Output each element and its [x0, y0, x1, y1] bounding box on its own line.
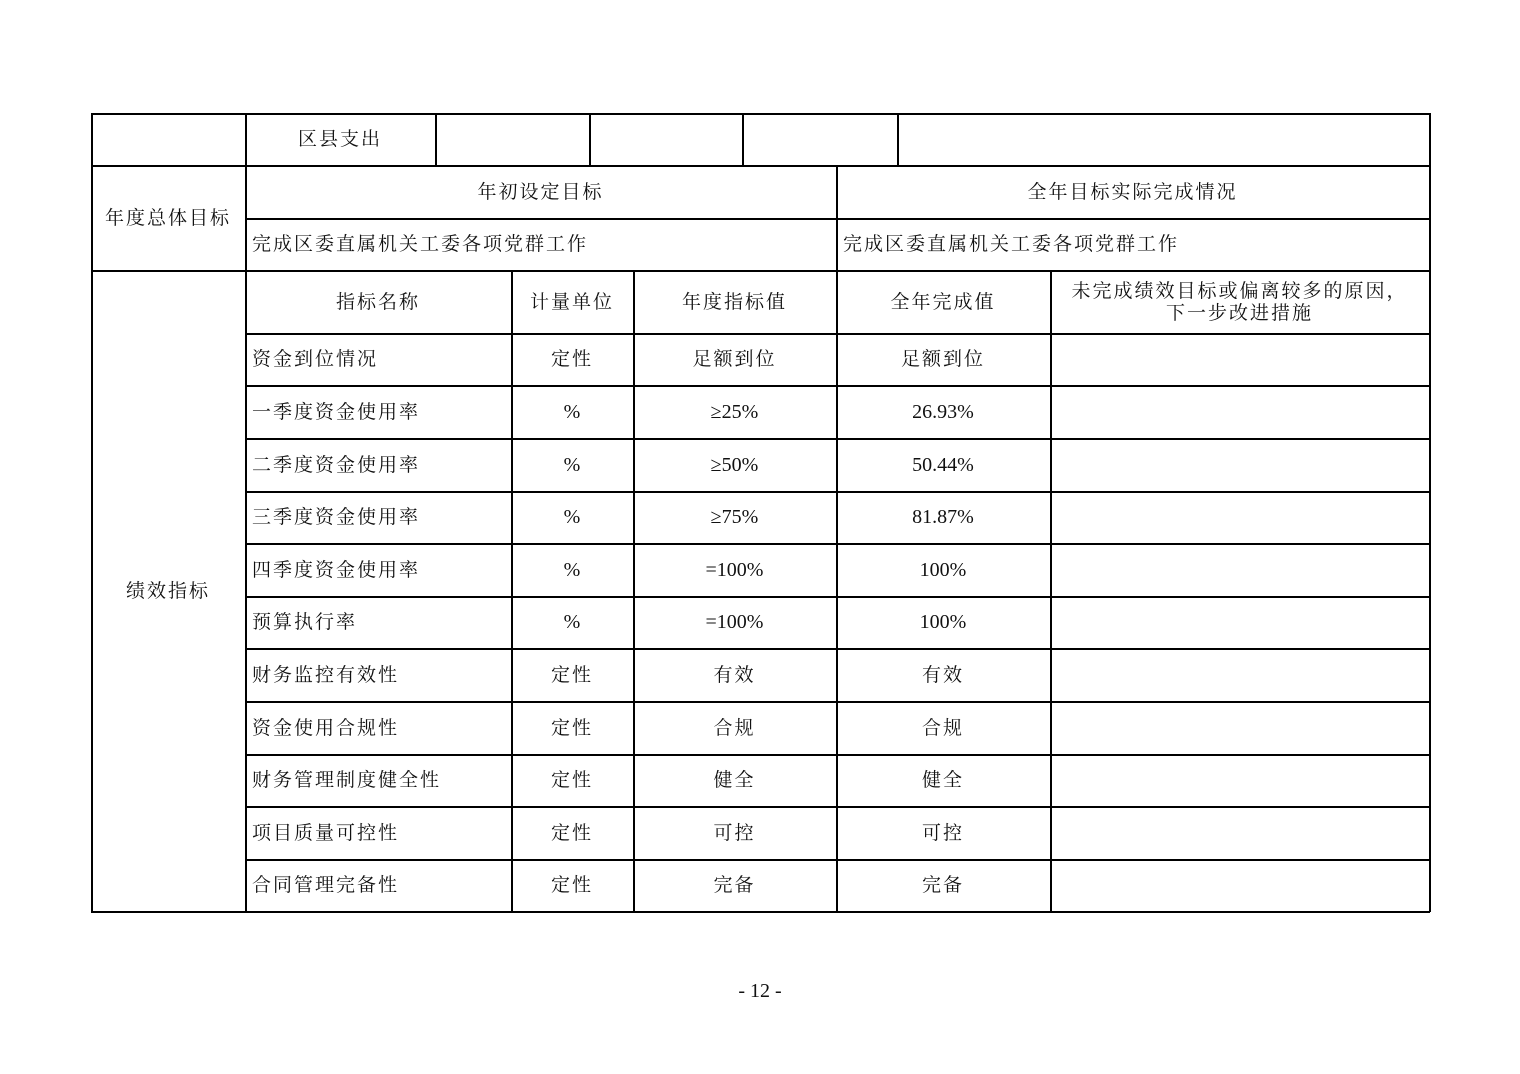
- county-expense-label: 区县支出: [297, 128, 382, 150]
- col-rule-county: [435, 113, 437, 166]
- indicator-name: 三季度资金使用率: [252, 506, 421, 528]
- col-rule-county: [742, 113, 744, 166]
- header-reason-line2: 下一步改进措施: [1165, 301, 1313, 324]
- indicator-unit: 定性: [550, 769, 593, 791]
- indicator-reason: [1050, 438, 1429, 491]
- indicator-name: 合同管理完备性: [252, 874, 400, 896]
- indicator-unit: 定性: [550, 663, 593, 686]
- indicator-completed: 26.93%: [912, 400, 974, 423]
- table-border-right: [1429, 113, 1431, 912]
- indicator-reason: [1050, 596, 1429, 648]
- indicator-reason: [1050, 859, 1429, 911]
- indicator-reason: [1050, 543, 1429, 596]
- indicator-reason: [1050, 385, 1429, 438]
- indicator-name: 资金使用合规性: [252, 716, 400, 739]
- indicator-target: 合规: [713, 716, 756, 739]
- header-reason: [1050, 270, 1429, 333]
- indicator-completed: 完备: [921, 874, 964, 896]
- col-rule-county: [589, 113, 591, 166]
- indicator-reason: [1050, 491, 1429, 543]
- header-indicator-name: 指标名称: [335, 290, 420, 313]
- indicator-name: 项目质量可控性: [252, 821, 400, 844]
- indicator-name: 资金到位情况: [252, 348, 379, 370]
- indicator-target: 健全: [713, 769, 756, 791]
- indicator-name: 预算执行率: [252, 611, 358, 633]
- initial-goal-value: 完成区委直属机关工委各项党群工作: [252, 233, 589, 255]
- indicator-target: ≥75%: [710, 506, 759, 528]
- header-completed: 全年完成值: [890, 290, 996, 313]
- indicator-unit: %: [563, 400, 581, 423]
- indicator-unit: 定性: [550, 821, 593, 844]
- indicator-completed: 100%: [919, 611, 967, 633]
- indicator-target: =100%: [705, 611, 764, 633]
- indicator-target: =100%: [705, 558, 764, 581]
- indicator-name: 二季度资金使用率: [252, 453, 421, 476]
- header-reason-line1: 未完成绩效目标或偏离较多的原因，: [1071, 279, 1408, 302]
- indicator-unit: %: [563, 506, 581, 528]
- header-unit: 计量单位: [529, 290, 614, 313]
- indicator-completed: 健全: [921, 769, 964, 791]
- table-border-bottom: [91, 911, 1430, 913]
- indicator-target: 完备: [713, 874, 756, 896]
- initial-goal-header: 年初设定目标: [477, 180, 604, 203]
- indicator-completed: 100%: [919, 558, 967, 581]
- annual-goal-label: 年度总体目标: [104, 206, 231, 229]
- actual-goal-header: 全年目标实际完成情况: [1027, 180, 1238, 203]
- indicator-completed: 81.87%: [912, 506, 974, 528]
- indicator-unit: 定性: [550, 348, 593, 370]
- indicator-name: 财务监控有效性: [252, 663, 400, 686]
- indicator-unit: 定性: [550, 716, 593, 739]
- indicator-unit: %: [563, 453, 581, 476]
- indicator-name: 四季度资金使用率: [252, 558, 421, 581]
- indicator-reason: [1050, 806, 1429, 859]
- indicator-completed: 可控: [921, 821, 964, 844]
- indicator-target: 有效: [713, 663, 756, 686]
- indicator-unit: 定性: [550, 874, 593, 896]
- indicator-completed: 50.44%: [912, 453, 974, 476]
- indicator-completed: 足额到位: [900, 348, 985, 370]
- indicator-name: 财务管理制度健全性: [252, 769, 442, 791]
- page-number: - 12 -: [738, 980, 782, 1002]
- indicator-target: 足额到位: [692, 348, 777, 370]
- performance-label: 绩效指标: [125, 579, 210, 602]
- indicator-reason: [1050, 333, 1429, 385]
- indicator-target: 可控: [713, 821, 756, 844]
- indicator-completed: 合规: [921, 716, 964, 739]
- indicator-unit: %: [563, 611, 581, 633]
- indicator-name: 一季度资金使用率: [252, 400, 421, 423]
- actual-goal-value: 完成区委直属机关工委各项党群工作: [843, 233, 1180, 255]
- indicator-target: ≥25%: [710, 400, 759, 423]
- header-target: 年度指标值: [681, 290, 787, 313]
- indicator-reason: [1050, 754, 1429, 806]
- indicator-target: ≥50%: [710, 453, 759, 476]
- indicator-completed: 有效: [921, 663, 964, 686]
- indicator-reason: [1050, 701, 1429, 754]
- col-rule-county: [897, 113, 899, 166]
- indicator-reason: [1050, 648, 1429, 701]
- indicator-unit: %: [563, 558, 581, 581]
